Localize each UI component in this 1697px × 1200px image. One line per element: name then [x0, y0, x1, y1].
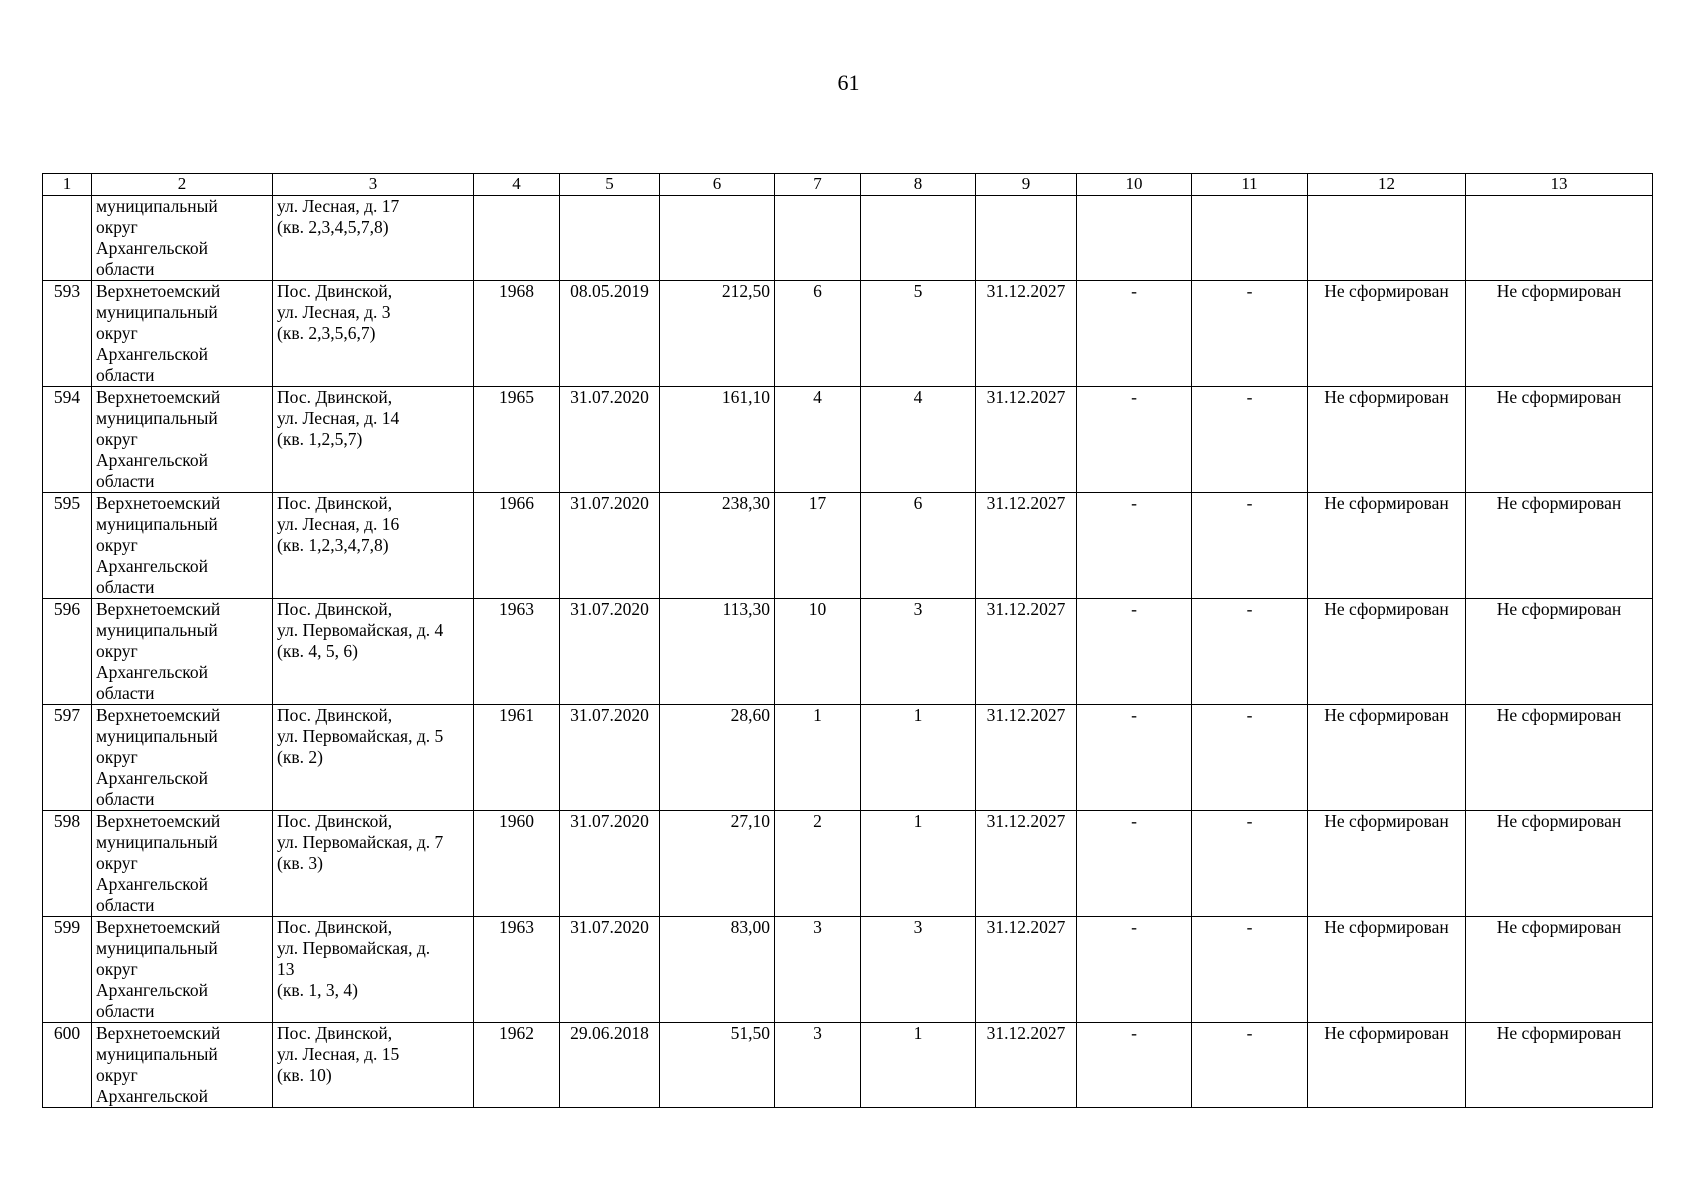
col10-cell: - [1077, 387, 1192, 493]
cell-line: муниципальный [96, 620, 218, 640]
cell-line: области [96, 789, 155, 809]
cell-line: области [96, 683, 155, 703]
district-cell [92, 281, 273, 387]
cell-line: Архангельской [96, 450, 208, 470]
cell-line: Пос. Двинской, [277, 281, 393, 301]
address-cell [273, 811, 474, 917]
address-cell [273, 599, 474, 705]
cell-line: (кв. 1,2,5,7) [277, 429, 363, 449]
deadline-cell: 31.12.2027 [976, 387, 1077, 493]
column-header: 4 [474, 174, 560, 196]
col10-cell: - [1077, 811, 1192, 917]
date-cell [560, 196, 660, 281]
residents-cell: 17 [775, 493, 861, 599]
address-cell [273, 705, 474, 811]
cell-line: Архангельской [96, 1086, 208, 1106]
col10-cell: - [1077, 917, 1192, 1023]
cell-line: округ [96, 853, 138, 873]
district-cell [92, 811, 273, 917]
col13-status-cell: Не сформирован [1466, 387, 1653, 493]
cell-line: (кв. 2) [277, 747, 323, 767]
residents-cell [775, 196, 861, 281]
col10-cell [1077, 196, 1192, 281]
col11-cell: - [1192, 917, 1308, 1023]
cell-line: области [96, 471, 155, 491]
date-cell: 31.07.2020 [560, 599, 660, 705]
date-cell: 31.07.2020 [560, 917, 660, 1023]
apartments-cell: 1 [861, 1023, 976, 1108]
row-number-cell: 597 [43, 705, 92, 811]
cell-line: Архангельской [96, 874, 208, 894]
col11-cell: - [1192, 1023, 1308, 1108]
deadline-cell: 31.12.2027 [976, 1023, 1077, 1108]
col12-status-cell: Не сформирован [1308, 493, 1466, 599]
year-cell: 1963 [474, 917, 560, 1023]
address-cell [273, 281, 474, 387]
col13-status-cell: Не сформирован [1466, 493, 1653, 599]
cell-line: области [96, 895, 155, 915]
deadline-cell: 31.12.2027 [976, 281, 1077, 387]
col12-status-cell: Не сформирован [1308, 599, 1466, 705]
cell-line: Верхнетоемский [96, 705, 221, 725]
district-cell [92, 196, 273, 281]
cell-line: округ [96, 747, 138, 767]
table-row [43, 281, 1653, 387]
cell-line: Пос. Двинской, [277, 705, 393, 725]
row-number-cell: 599 [43, 917, 92, 1023]
column-header: 2 [92, 174, 273, 196]
cell-line: ул. Лесная, д. 15 [277, 1044, 400, 1064]
table-row [43, 811, 1653, 917]
address-cell [273, 493, 474, 599]
area-cell: 212,50 [660, 281, 775, 387]
cell-line: Архангельской [96, 238, 208, 258]
residents-cell: 3 [775, 917, 861, 1023]
address-cell [273, 196, 474, 281]
col12-status-cell: Не сформирован [1308, 281, 1466, 387]
col13-status-cell [1466, 196, 1653, 281]
residents-cell: 3 [775, 1023, 861, 1108]
cell-line: области [96, 577, 155, 597]
area-cell: 161,10 [660, 387, 775, 493]
deadline-cell: 31.12.2027 [976, 599, 1077, 705]
table-row [43, 917, 1653, 1023]
table-body [43, 196, 1653, 1108]
area-cell: 28,60 [660, 705, 775, 811]
col10-cell: - [1077, 1023, 1192, 1108]
cell-line: округ [96, 641, 138, 661]
col11-cell: - [1192, 599, 1308, 705]
area-cell: 83,00 [660, 917, 775, 1023]
cell-line: Верхнетоемский [96, 387, 221, 407]
row-number-cell: 596 [43, 599, 92, 705]
col13-status-cell: Не сформирован [1466, 917, 1653, 1023]
residents-cell: 1 [775, 705, 861, 811]
apartments-cell: 1 [861, 811, 976, 917]
table-row [43, 705, 1653, 811]
deadline-cell [976, 196, 1077, 281]
deadline-cell: 31.12.2027 [976, 493, 1077, 599]
column-header: 9 [976, 174, 1077, 196]
district-cell [92, 599, 273, 705]
cell-line: (кв. 1, 3, 4) [277, 980, 358, 1000]
year-cell: 1968 [474, 281, 560, 387]
cell-line: муниципальный [96, 938, 218, 958]
cell-line: ул. Лесная, д. 3 [277, 302, 391, 322]
cell-line: Верхнетоемский [96, 281, 221, 301]
column-header: 6 [660, 174, 775, 196]
cell-line: Пос. Двинской, [277, 493, 393, 513]
date-cell: 08.05.2019 [560, 281, 660, 387]
year-cell: 1961 [474, 705, 560, 811]
cell-line: муниципальный [96, 1044, 218, 1064]
deadline-cell: 31.12.2027 [976, 917, 1077, 1023]
cell-line: области [96, 259, 155, 279]
cell-line: (кв. 3) [277, 853, 323, 873]
cell-line: ул. Первомайская, д. [277, 938, 431, 958]
row-number-cell: 600 [43, 1023, 92, 1108]
col11-cell [1192, 196, 1308, 281]
cell-line: (кв. 1,2,3,4,7,8) [277, 535, 389, 555]
residents-cell: 6 [775, 281, 861, 387]
apartments-cell: 5 [861, 281, 976, 387]
apartments-cell: 1 [861, 705, 976, 811]
col13-status-cell: Не сформирован [1466, 705, 1653, 811]
cell-line: Пос. Двинской, [277, 599, 393, 619]
date-cell: 29.06.2018 [560, 1023, 660, 1108]
cell-line: Верхнетоемский [96, 493, 221, 513]
cell-line: Пос. Двинской, [277, 1023, 393, 1043]
cell-line: муниципальный [96, 302, 218, 322]
cell-line: муниципальный [96, 514, 218, 534]
col12-status-cell: Не сформирован [1308, 387, 1466, 493]
apartments-cell [861, 196, 976, 281]
cell-line: муниципальный [96, 196, 218, 216]
residents-cell: 4 [775, 387, 861, 493]
column-number-row [43, 174, 1653, 196]
column-header: 13 [1466, 174, 1653, 196]
column-header: 12 [1308, 174, 1466, 196]
cell-line: муниципальный [96, 726, 218, 746]
column-header: 11 [1192, 174, 1308, 196]
table-row [43, 1023, 1653, 1108]
cell-line: Архангельской [96, 662, 208, 682]
district-cell [92, 705, 273, 811]
column-header: 10 [1077, 174, 1192, 196]
cell-line: (кв. 10) [277, 1065, 332, 1085]
date-cell: 31.07.2020 [560, 387, 660, 493]
column-header: 7 [775, 174, 861, 196]
cell-line: ул. Лесная, д. 17 [277, 196, 400, 216]
cell-line: округ [96, 1065, 138, 1085]
col10-cell: - [1077, 705, 1192, 811]
column-header: 5 [560, 174, 660, 196]
cell-line: Верхнетоемский [96, 599, 221, 619]
cell-line: Верхнетоемский [96, 917, 221, 937]
cell-line: ул. Лесная, д. 16 [277, 514, 400, 534]
col11-cell: - [1192, 705, 1308, 811]
cell-line: муниципальный [96, 832, 218, 852]
cell-line: (кв. 4, 5, 6) [277, 641, 358, 661]
area-cell: 51,50 [660, 1023, 775, 1108]
column-header: 1 [43, 174, 92, 196]
date-cell: 31.07.2020 [560, 493, 660, 599]
cell-line: ул. Первомайская, д. 4 [277, 620, 444, 640]
apartments-cell: 3 [861, 599, 976, 705]
col11-cell: - [1192, 281, 1308, 387]
date-cell: 31.07.2020 [560, 705, 660, 811]
cell-line: округ [96, 959, 138, 979]
data-table [42, 173, 1653, 1108]
cell-line: области [96, 1001, 155, 1021]
column-header: 8 [861, 174, 976, 196]
cell-line: Архангельской [96, 344, 208, 364]
cell-line: Пос. Двинской, [277, 917, 393, 937]
year-cell: 1966 [474, 493, 560, 599]
row-number-cell: 593 [43, 281, 92, 387]
col12-status-cell [1308, 196, 1466, 281]
row-number-cell [43, 196, 92, 281]
year-cell [474, 196, 560, 281]
cell-line: округ [96, 323, 138, 343]
col10-cell: - [1077, 493, 1192, 599]
row-number-cell: 598 [43, 811, 92, 917]
cell-line: ул. Лесная, д. 14 [277, 408, 400, 428]
address-cell [273, 917, 474, 1023]
table-row [43, 387, 1653, 493]
cell-line: Пос. Двинской, [277, 387, 393, 407]
year-cell: 1960 [474, 811, 560, 917]
deadline-cell: 31.12.2027 [976, 811, 1077, 917]
address-cell [273, 387, 474, 493]
col13-status-cell: Не сформирован [1466, 1023, 1653, 1108]
area-cell: 238,30 [660, 493, 775, 599]
cell-line: ул. Первомайская, д. 7 [277, 832, 444, 852]
col10-cell: - [1077, 281, 1192, 387]
district-cell [92, 493, 273, 599]
row-number-cell: 595 [43, 493, 92, 599]
page-number: 61 [837, 70, 860, 95]
col12-status-cell: Не сформирован [1308, 811, 1466, 917]
col11-cell: - [1192, 493, 1308, 599]
deadline-cell: 31.12.2027 [976, 705, 1077, 811]
address-cell [273, 1023, 474, 1108]
apartments-cell: 3 [861, 917, 976, 1023]
col13-status-cell: Не сформирован [1466, 811, 1653, 917]
cell-line: Пос. Двинской, [277, 811, 393, 831]
date-cell: 31.07.2020 [560, 811, 660, 917]
cell-line: Архангельской [96, 556, 208, 576]
year-cell: 1963 [474, 599, 560, 705]
table-row [43, 493, 1653, 599]
col11-cell: - [1192, 387, 1308, 493]
col12-status-cell: Не сформирован [1308, 917, 1466, 1023]
col11-cell: - [1192, 811, 1308, 917]
row-number-cell: 594 [43, 387, 92, 493]
cell-line: округ [96, 535, 138, 555]
cell-line: ул. Первомайская, д. 5 [277, 726, 444, 746]
area-cell: 113,30 [660, 599, 775, 705]
year-cell: 1965 [474, 387, 560, 493]
col10-cell: - [1077, 599, 1192, 705]
cell-line: Верхнетоемский [96, 811, 221, 831]
district-cell [92, 387, 273, 493]
cell-line: 13 [277, 959, 295, 979]
cell-line: округ [96, 429, 138, 449]
col13-status-cell: Не сформирован [1466, 281, 1653, 387]
apartments-cell: 4 [861, 387, 976, 493]
col13-status-cell: Не сформирован [1466, 599, 1653, 705]
district-cell [92, 917, 273, 1023]
area-cell: 27,10 [660, 811, 775, 917]
col12-status-cell: Не сформирован [1308, 705, 1466, 811]
residents-cell: 2 [775, 811, 861, 917]
table-row [43, 599, 1653, 705]
year-cell: 1962 [474, 1023, 560, 1108]
cell-line: муниципальный [96, 408, 218, 428]
area-cell [660, 196, 775, 281]
cell-line: округ [96, 217, 138, 237]
table-row [43, 196, 1653, 281]
cell-line: (кв. 2,3,5,6,7) [277, 323, 376, 343]
residents-cell: 10 [775, 599, 861, 705]
cell-line: Верхнетоемский [96, 1023, 221, 1043]
district-cell [92, 1023, 273, 1108]
cell-line: области [96, 365, 155, 385]
column-header: 3 [273, 174, 474, 196]
col12-status-cell: Не сформирован [1308, 1023, 1466, 1108]
apartments-cell: 6 [861, 493, 976, 599]
cell-line: (кв. 2,3,4,5,7,8) [277, 217, 389, 237]
cell-line: Архангельской [96, 768, 208, 788]
cell-line: Архангельской [96, 980, 208, 1000]
